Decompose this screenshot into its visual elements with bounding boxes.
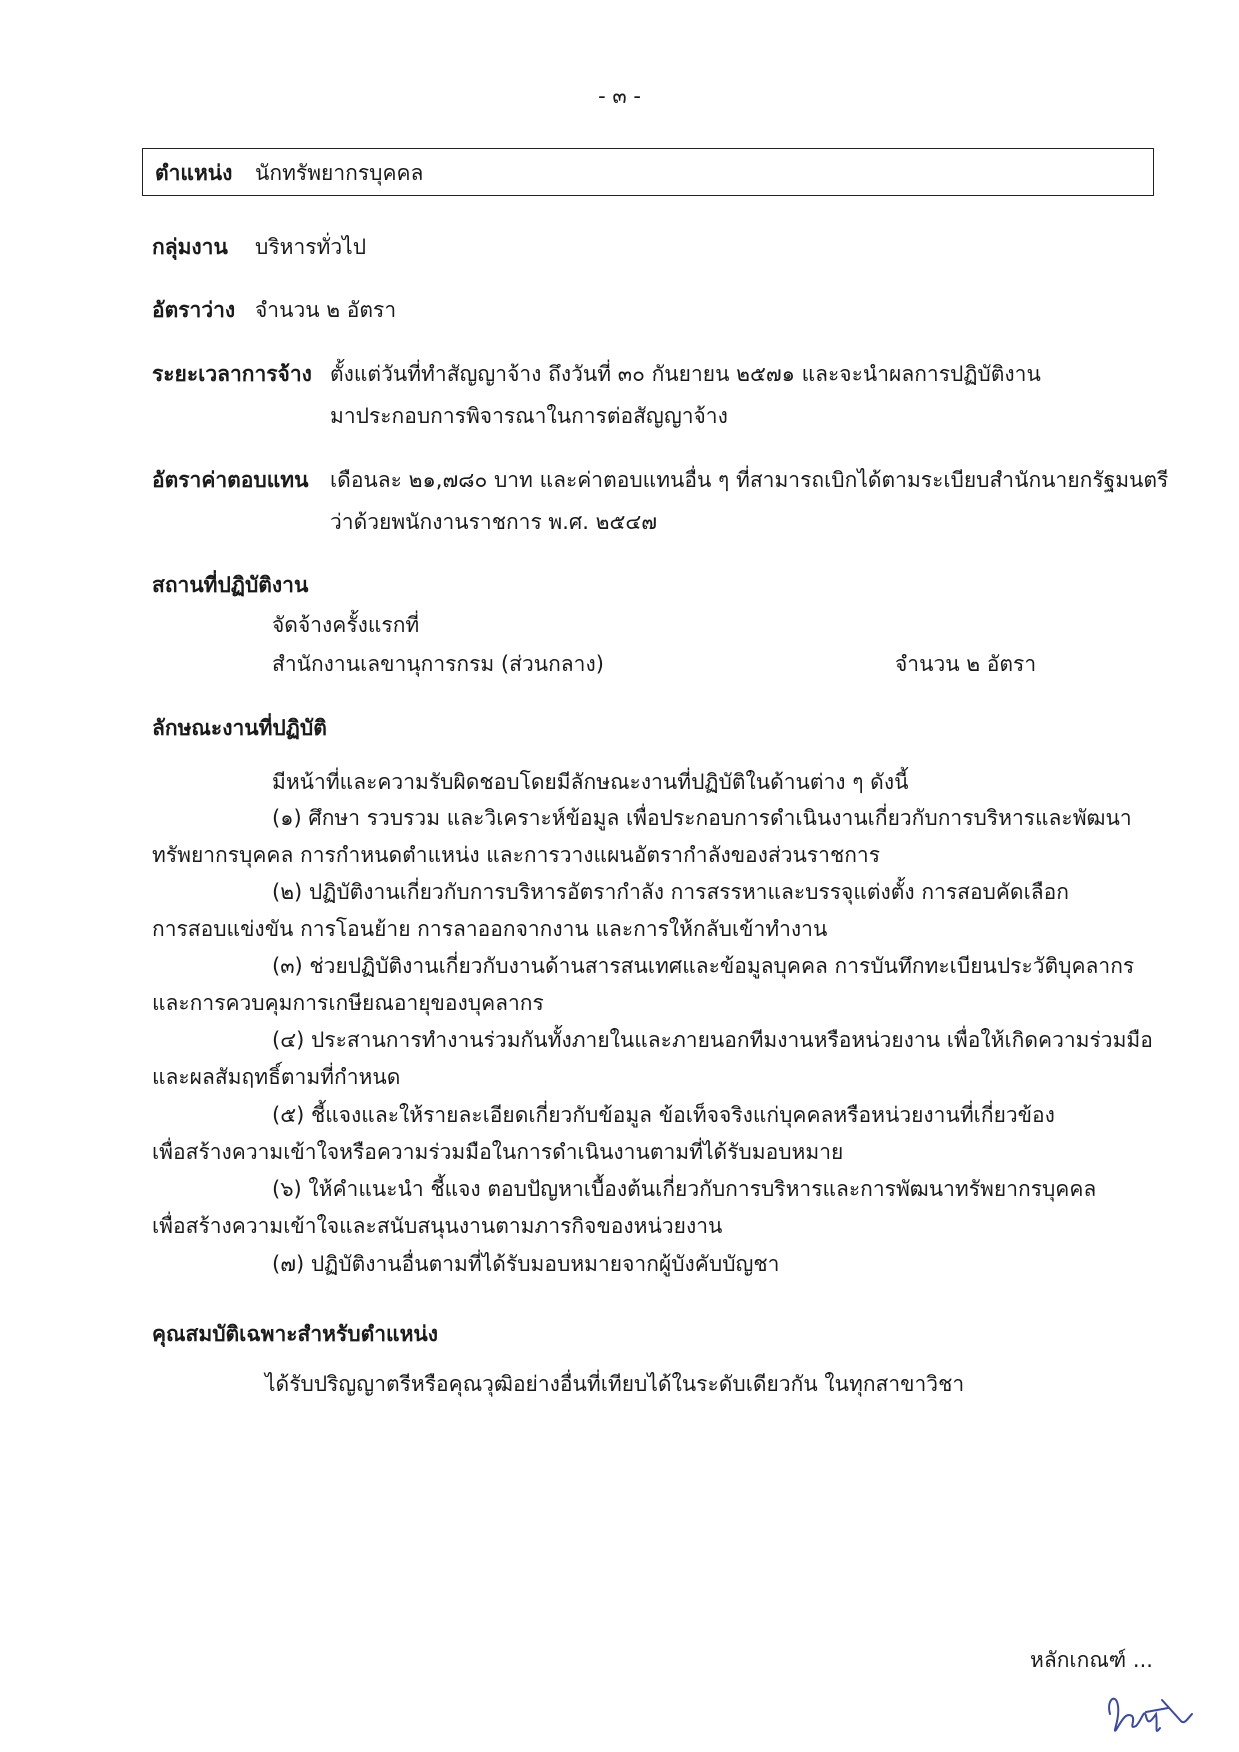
workplace-heading: สถานที่ปฏิบัติงาน (152, 573, 309, 597)
duty-item-3: (๓) ช่วยปฏิบัติงานเกี่ยวกับงานด้านสารสนเทศและข้อมูลบุคคล การบันทึกทะเบียนประวัติบุคลากร (272, 954, 1135, 978)
duty-item-4: (๔) ประสานการทำงานร่วมกันทั้งภายในและภายนอกทีมงานหรือหน่วยงาน เพื่อให้เกิดความร่วมมือ (272, 1028, 1153, 1052)
duty-item-6-cont: เพื่อสร้างความเข้าใจและสนับสนุนงานตามภารกิจของหน่วยงาน (152, 1214, 723, 1238)
duties-intro: มีหน้าที่และความรับผิดชอบโดยมีลักษณะงานที่ปฏิบัติในด้านต่าง ๆ ดังนี้ (272, 770, 909, 794)
duty-item-4-cont: และผลสัมฤทธิ์ตามที่กำหนด (152, 1065, 401, 1089)
signature (1102, 1690, 1197, 1742)
duty-item-5: (๕) ชี้แจงและให้รายละเอียดเกี่ยวกับข้อมูล ข้อเท็จจริงแก่บุคคลหรือหน่วยงานที่เกี่ยวข้อง (272, 1103, 1055, 1127)
workplace-count: จำนวน ๒ อัตรา (895, 652, 1037, 676)
employment-period-line1: ตั้งแต่วันที่ทำสัญญาจ้าง ถึงวันที่ ๓๐ กันยายน ๒๕๗๑ และจะนำผลการปฏิบัติงาน (330, 362, 1041, 386)
duty-item-1: (๑) ศึกษา รวบรวม และวิเคราะห์ข้อมูล เพื่อประกอบการดำเนินงานเกี่ยวกับการบริหารและพัฒนา (272, 806, 1132, 830)
page-number: - ๓ - (598, 84, 641, 108)
workplace-first-hire: จัดจ้างครั้งแรกที่ (272, 613, 420, 637)
compensation-line1: เดือนละ ๒๑,๗๘๐ บาท และค่าตอบแทนอื่น ๆ ที่สามารถเบิกได้ตามระเบียบสำนักนายกรัฐมนตรี (330, 468, 1169, 492)
duty-item-7: (๗) ปฏิบัติงานอื่นตามที่ได้รับมอบหมายจากผู้บังคับบัญชา (272, 1252, 780, 1276)
employment-period-line2: มาประกอบการพิจารณาในการต่อสัญญาจ้าง (330, 404, 728, 428)
qualifications-heading: คุณสมบัติเฉพาะสำหรับตำแหน่ง (152, 1322, 439, 1346)
qualifications-text: ได้รับปริญญาตรีหรือคุณวุฒิอย่างอื่นที่เทียบได้ในระดับเดียวกัน ในทุกสาขาวิชา (265, 1372, 965, 1396)
continuation-text: หลักเกณฑ์ ... (1030, 1648, 1153, 1672)
duty-item-2: (๒) ปฏิบัติงานเกี่ยวกับการบริหารอัตรากำลัง การสรรหาและบรรจุแต่งตั้ง การสอบคัดเลือก (272, 880, 1069, 904)
workplace-office: สำนักงานเลขานุการกรม (ส่วนกลาง) (272, 652, 604, 676)
position-label: ตำแหน่ง (155, 161, 233, 185)
employment-period-label: ระยะเวลาการจ้าง (152, 362, 312, 386)
compensation-label: อัตราค่าตอบแทน (152, 468, 309, 492)
vacancy-value: จำนวน ๒ อัตรา (255, 298, 397, 322)
compensation-line2: ว่าด้วยพนักงานราชการ พ.ศ. ๒๕๔๗ (330, 510, 658, 534)
work-group-label: กลุ่มงาน (152, 235, 228, 259)
duty-item-3-cont: และการควบคุมการเกษียณอายุของบุคลากร (152, 991, 544, 1015)
position-box (142, 148, 1154, 196)
vacancy-label: อัตราว่าง (152, 298, 236, 322)
duty-item-1-cont: ทรัพยากรบุคคล การกำหนดตำแหน่ง และการวางแผนอัตรากำลังของส่วนราชการ (152, 843, 880, 867)
duty-item-2-cont: การสอบแข่งขัน การโอนย้าย การลาออกจากงาน และการให้กลับเข้าทำงาน (152, 917, 828, 941)
work-group-value: บริหารทั่วไป (255, 235, 367, 259)
duty-item-5-cont: เพื่อสร้างความเข้าใจหรือความร่วมมือในการดำเนินงานตามที่ได้รับมอบหมาย (152, 1140, 844, 1164)
duty-item-6: (๖) ให้คำแนะนำ ชี้แจง ตอบปัญหาเบื้องต้นเกี่ยวกับการบริหารและการพัฒนาทรัพยากรบุคคล (272, 1177, 1097, 1201)
position-value: นักทรัพยากรบุคคล (255, 161, 424, 185)
duties-heading: ลักษณะงานที่ปฏิบัติ (152, 716, 327, 740)
